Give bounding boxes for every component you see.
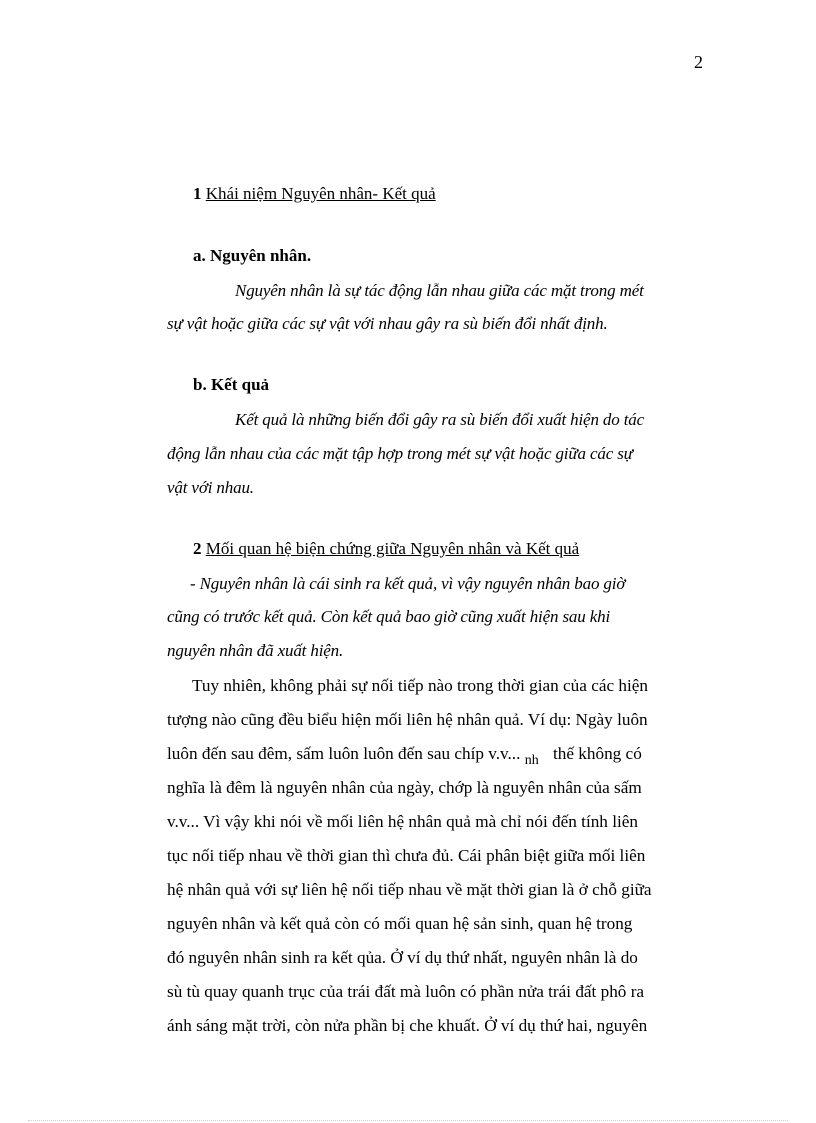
body-line-1: Tuy nhiên, không phải sự nối tiếp nào trong thời gian của các hiện bbox=[192, 676, 648, 695]
body-line-4: nghĩa là đêm là nguyên nhân của ngày, chớp là nguyên nhân của sấm bbox=[167, 778, 642, 797]
body-line-9: đó nguyên nhân sinh ra kết qủa. Ở ví dụ thứ nhất, nguyên nhân là do bbox=[167, 948, 638, 967]
body-line-6: tục nối tiếp nhau về thời gian thì chưa đủ. Cái phân biệt giữa mối liên bbox=[167, 846, 646, 865]
bullet-line-1: - Nguyên nhân là cái sinh ra kết quả, vì vậy nguyên nhân bao giờ bbox=[190, 574, 626, 593]
page-number: 2 bbox=[694, 52, 703, 72]
body-line-3 bbox=[167, 744, 642, 768]
body-line-8: nguyên nhân và kết quả còn có mối quan hệ sản sinh, quan hệ trong bbox=[167, 914, 633, 933]
paragraph-b-line-1: Kết quả là những biến đổi gây ra sù biến đổi xuất hiện do tác bbox=[235, 410, 645, 429]
paragraph-a-line-2: sự vật hoặc giữa các sự vật với nhau gây ra sù biến đổi nhất định. bbox=[167, 314, 608, 333]
paragraph-b-line-3: vật với nhau. bbox=[167, 478, 254, 497]
section-1-title: Khái niệm Nguyên nhân- Kết quả bbox=[205, 184, 436, 203]
body-line-7: hệ nhân quả với sự liên hệ nối tiếp nhau về mặt thời gian là ở chỗ giữa bbox=[167, 880, 652, 899]
subheading-b: b. Kết quả bbox=[193, 375, 270, 394]
body-line-2: tượng nào cũng đều biểu hiện mối liên hệ nhân quả. Ví dụ: Ngày luôn bbox=[167, 710, 648, 729]
section-2-title: Mối quan hệ biện chứng giữa Nguyên nhân và Kết quả bbox=[205, 539, 580, 558]
section-2-heading bbox=[193, 539, 579, 559]
bullet-line-3: nguyên nhân đã xuất hiện. bbox=[167, 641, 344, 660]
body-line-5: v.v... Vì vậy khi nói về mối liên hệ nhân quả mà chỉ nói đến tính liên bbox=[167, 812, 638, 831]
section-2-number: 2 bbox=[193, 539, 202, 558]
bullet-line-2: cũng có trước kết quả. Còn kết quả bao giờ cũng xuất hiện sau khi bbox=[167, 607, 611, 626]
page-bottom-rule bbox=[28, 1120, 788, 1121]
paragraph-a-line-1: Nguyên nhân là sự tác động lẫn nhau giữa các mặt trong mét bbox=[235, 281, 644, 300]
section-1-heading bbox=[193, 184, 436, 204]
body-line-11: ánh sáng mặt trời, còn nửa phần bị che khuất. Ở ví dụ thứ hai, nguyên bbox=[167, 1016, 648, 1035]
body-line-10: sù tù quay quanh trục của trái đất mà luôn có phần nửa trái đất phô ra bbox=[167, 982, 645, 1001]
body-line-3-tail: thế không có bbox=[553, 744, 642, 763]
paragraph-b-line-2: động lẫn nhau của các mặt tập hợp trong mét sự vật hoặc giữa các sự bbox=[167, 444, 633, 463]
subheading-a: a. Nguyên nhân. bbox=[193, 246, 312, 265]
section-1-number: 1 bbox=[193, 184, 202, 203]
body-line-3-text: luôn đến sau đêm, sấm luôn luôn đến sau chíp v.v... bbox=[167, 744, 521, 763]
body-line-3-fragment: nh bbox=[524, 753, 539, 768]
